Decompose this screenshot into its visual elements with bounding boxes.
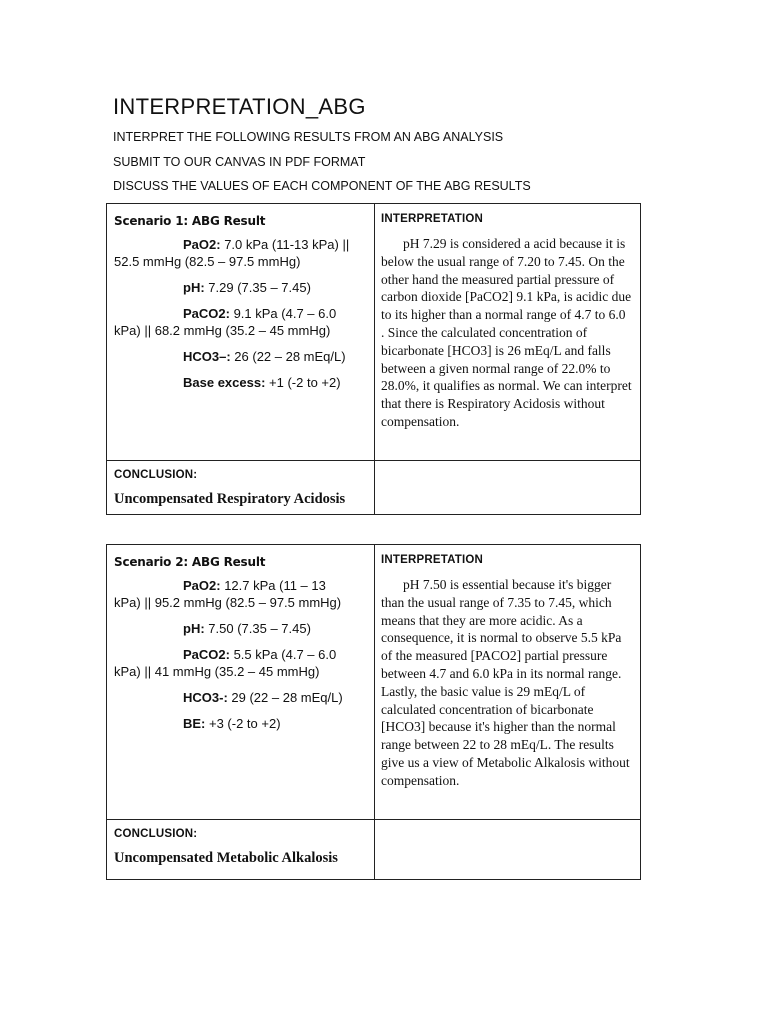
param-continuation: kPa) || 95.2 mmHg (82.5 – 97.5 mmHg) <box>114 595 342 610</box>
param-value: 29 (22 – 28 mEq/L) <box>227 690 343 705</box>
conclusion-text: Uncompensated Respiratory Acidosis <box>114 491 346 507</box>
instruction-line: INTERPRET THE FOLLOWING RESULTS FROM AN ABG ANALYSIS <box>113 130 504 144</box>
conclusion-heading: CONCLUSION: <box>114 828 198 840</box>
instruction-line: SUBMIT TO OUR CANVAS IN PDF FORMAT <box>113 155 366 169</box>
param-base-excess <box>114 374 366 391</box>
param-value: 5.5 kPa (4.7 – 6.0 <box>229 647 337 662</box>
scenario-heading: Scenario 1: ABG Result <box>114 214 266 228</box>
param-ph <box>114 620 366 637</box>
param-pao2 <box>114 577 366 611</box>
interpretation-heading: INTERPRETATION <box>381 554 484 566</box>
scenario-heading: Scenario 2: ABG Result <box>114 555 266 569</box>
param-label: PaO2: <box>183 237 221 252</box>
param-value: +3 (-2 to +2) <box>205 716 281 731</box>
param-paco2 <box>114 646 366 680</box>
scenario-2-table <box>106 544 641 880</box>
param-label: HCO3–: <box>183 349 231 364</box>
interpretation-cell <box>375 545 641 820</box>
param-value: +1 (-2 to +2) <box>265 375 341 390</box>
param-label: pH: <box>183 280 205 295</box>
param-continuation: kPa) || 41 mmHg (35.2 – 45 mmHg) <box>114 664 320 679</box>
param-label: PaCO2: <box>183 306 230 321</box>
document-title: INTERPRETATION_ABG <box>113 94 366 119</box>
param-pao2 <box>114 236 366 270</box>
empty-cell <box>375 820 641 880</box>
param-continuation: kPa) || 68.2 mmHg (35.2 – 45 mmHg) <box>114 323 331 338</box>
empty-cell <box>375 461 641 515</box>
param-label: PaCO2: <box>183 647 230 662</box>
scenario-1-table <box>106 203 641 515</box>
instruction-line: DISCUSS THE VALUES OF EACH COMPONENT OF THE ABG RESULTS <box>113 179 531 193</box>
param-base-excess <box>114 715 366 732</box>
interpretation-text: pH 7.50 is essential because it's bigger than the usual range of 7.35 to 7.45, which means that they are more acidic. As a consequence, it is normal to observe 5.5 kPa of the measured [PACO2] partial pressure between 4.7 and 6.0 kPa in its normal range. Lastly, the basic value is 29 mEq/L of calculated concentration of bicarbonate [HCO3] because it's higher than the normal range between 22 to 28 mEq/L. The results give us a view of Metabolic Alkalosis without compensation. <box>381 577 630 788</box>
param-value: 7.50 (7.35 – 7.45) <box>204 621 311 636</box>
interpretation-cell <box>375 204 641 461</box>
param-ph <box>114 279 366 296</box>
conclusion-cell <box>107 820 375 880</box>
abg-result-cell <box>107 545 375 820</box>
conclusion-heading: CONCLUSION: <box>114 469 198 481</box>
param-label: Base excess: <box>183 375 266 390</box>
param-label: pH: <box>183 621 205 636</box>
interpretation-heading: INTERPRETATION <box>381 213 484 225</box>
conclusion-cell <box>107 461 375 515</box>
param-label: BE: <box>183 716 206 731</box>
param-value: 9.1 kPa (4.7 – 6.0 <box>229 306 337 321</box>
param-paco2 <box>114 305 366 339</box>
conclusion-text: Uncompensated Metabolic Alkalosis <box>114 850 338 866</box>
param-value: 7.29 (7.35 – 7.45) <box>204 280 311 295</box>
abg-result-cell <box>107 204 375 461</box>
param-value: 26 (22 – 28 mEq/L) <box>230 349 346 364</box>
interpretation-text: pH 7.29 is considered a acid because it is below the usual range of 7.20 to 7.45. On the other hand the measured partial pressure of carbon dioxide [PaCO2] 9.1 kPa, is acidic due to its higher than a normal range of 4.7 to 6.0 . Since the calculated concentration of bicarbonate [HCO3] is 26 mEq/L and falls between a given normal range of 22.0% to 28.0%, it qualifies as normal. We can interpret that there is Respiratory Acidosis without compensation. <box>381 236 632 429</box>
param-label: PaO2: <box>183 578 221 593</box>
param-hco3 <box>114 689 366 706</box>
param-continuation: 52.5 mmHg (82.5 – 97.5 mmHg) <box>114 254 301 269</box>
param-hco3 <box>114 348 366 365</box>
param-label: HCO3-: <box>183 690 228 705</box>
param-value: 7.0 kPa (11-13 kPa) || <box>220 237 350 252</box>
param-value: 12.7 kPa (11 – 13 <box>220 578 326 593</box>
